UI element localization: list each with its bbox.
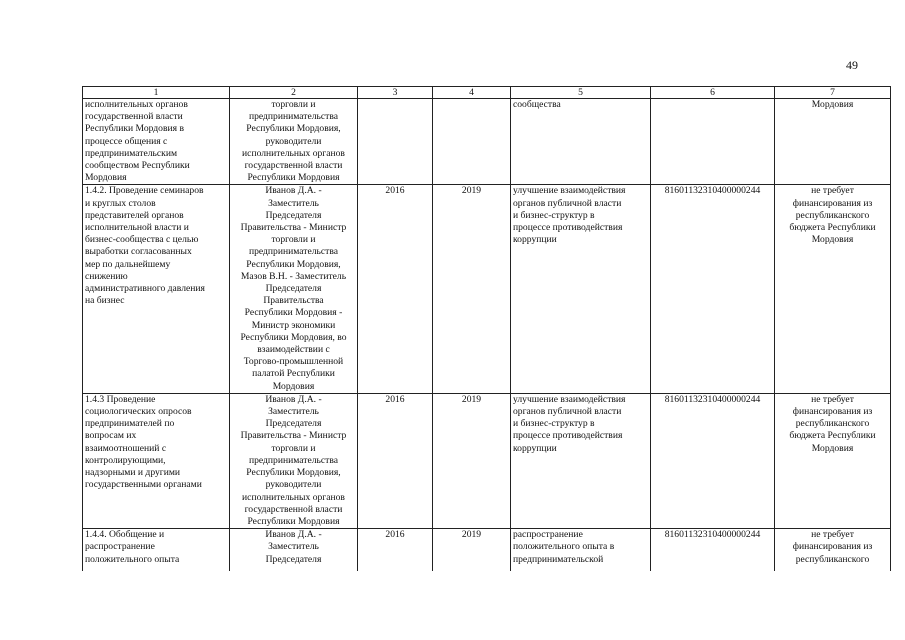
end-year-cell: 2019: [433, 529, 511, 572]
financing-cell: не требует финансирования из республиканского бюджета Республики Мордовия: [775, 393, 891, 528]
table-row: [83, 185, 891, 393]
financing-cell: не требует финансирования из республиканского: [775, 529, 891, 572]
column-header: 7: [775, 87, 891, 99]
table-row: [83, 99, 891, 185]
budget-code-cell: 81601132310400000244: [651, 185, 775, 393]
header-row: [83, 87, 891, 99]
responsible-cell: Иванов Д.А. - Заместитель Председателя Правительства - Министр торговли и предпринимательства Республики Мордовия, руководители исполнительных органов государственной власти Республики Мордовия: [230, 393, 358, 528]
result-cell: улучшение взаимодействия органов публичной власти и бизнес-структур в процессе противодействия коррупции: [511, 393, 651, 528]
column-header: 6: [651, 87, 775, 99]
financing-cell: Мордовия: [775, 99, 891, 185]
column-header: 5: [511, 87, 651, 99]
table-row: [83, 529, 891, 572]
result-cell: сообщества: [511, 99, 651, 185]
start-year-cell: [358, 99, 433, 185]
measure-name-cell: 1.4.3 Проведение социологических опросов предпринимателей по вопросам их взаимоотношений с контролирующими, надзорными и другими государственными органами: [83, 393, 230, 528]
page-number: 49: [846, 58, 858, 72]
start-year-cell: 2016: [358, 393, 433, 528]
budget-code-cell: 81601132310400000244: [651, 393, 775, 528]
column-header: 4: [433, 87, 511, 99]
measure-name-cell: 1.4.2. Проведение семинаров и круглых столов представителей органов исполнительной власти и бизнес-сообщества с целью выработки согласованных мер по дальнейшему снижению административного давления на бизнес: [83, 185, 230, 393]
column-header: 3: [358, 87, 433, 99]
measure-name-cell: исполнительных органов государственной власти Республики Мордовия в процессе общения с предпринимательским сообществом Республики Мордовия: [83, 99, 230, 185]
budget-code-cell: [651, 99, 775, 185]
responsible-cell: Иванов Д.А. - Заместитель Председателя Правительства - Министр торговли и предпринимательства Республики Мордовия, Мазов В.Н. - Заместитель Председателя Правительства Республики Мордовия - Министр экономики Республики Мордовия, во взаимодействии с Торгово-промышленной палатой Республики Мордовия: [230, 185, 358, 393]
table-row: [83, 393, 891, 528]
responsible-cell: торговли и предпринимательства Республики Мордовия, руководители исполнительных органов государственной власти Республики Мордовия: [230, 99, 358, 185]
start-year-cell: 2016: [358, 529, 433, 572]
measures-table: [82, 86, 891, 571]
end-year-cell: [433, 99, 511, 185]
responsible-cell: Иванов Д.А. - Заместитель Председателя: [230, 529, 358, 572]
measure-name-cell: 1.4.4. Обобщение и распространение положительного опыта: [83, 529, 230, 572]
financing-cell: не требует финансирования из республиканского бюджета Республики Мордовия: [775, 185, 891, 393]
end-year-cell: 2019: [433, 185, 511, 393]
column-header: 2: [230, 87, 358, 99]
start-year-cell: 2016: [358, 185, 433, 393]
result-cell: улучшение взаимодействия органов публичной власти и бизнес-структур в процессе противодействия коррупции: [511, 185, 651, 393]
end-year-cell: 2019: [433, 393, 511, 528]
result-cell: распространение положительного опыта в предпринимательской: [511, 529, 651, 572]
column-header: 1: [83, 87, 230, 99]
budget-code-cell: 81601132310400000244: [651, 529, 775, 572]
